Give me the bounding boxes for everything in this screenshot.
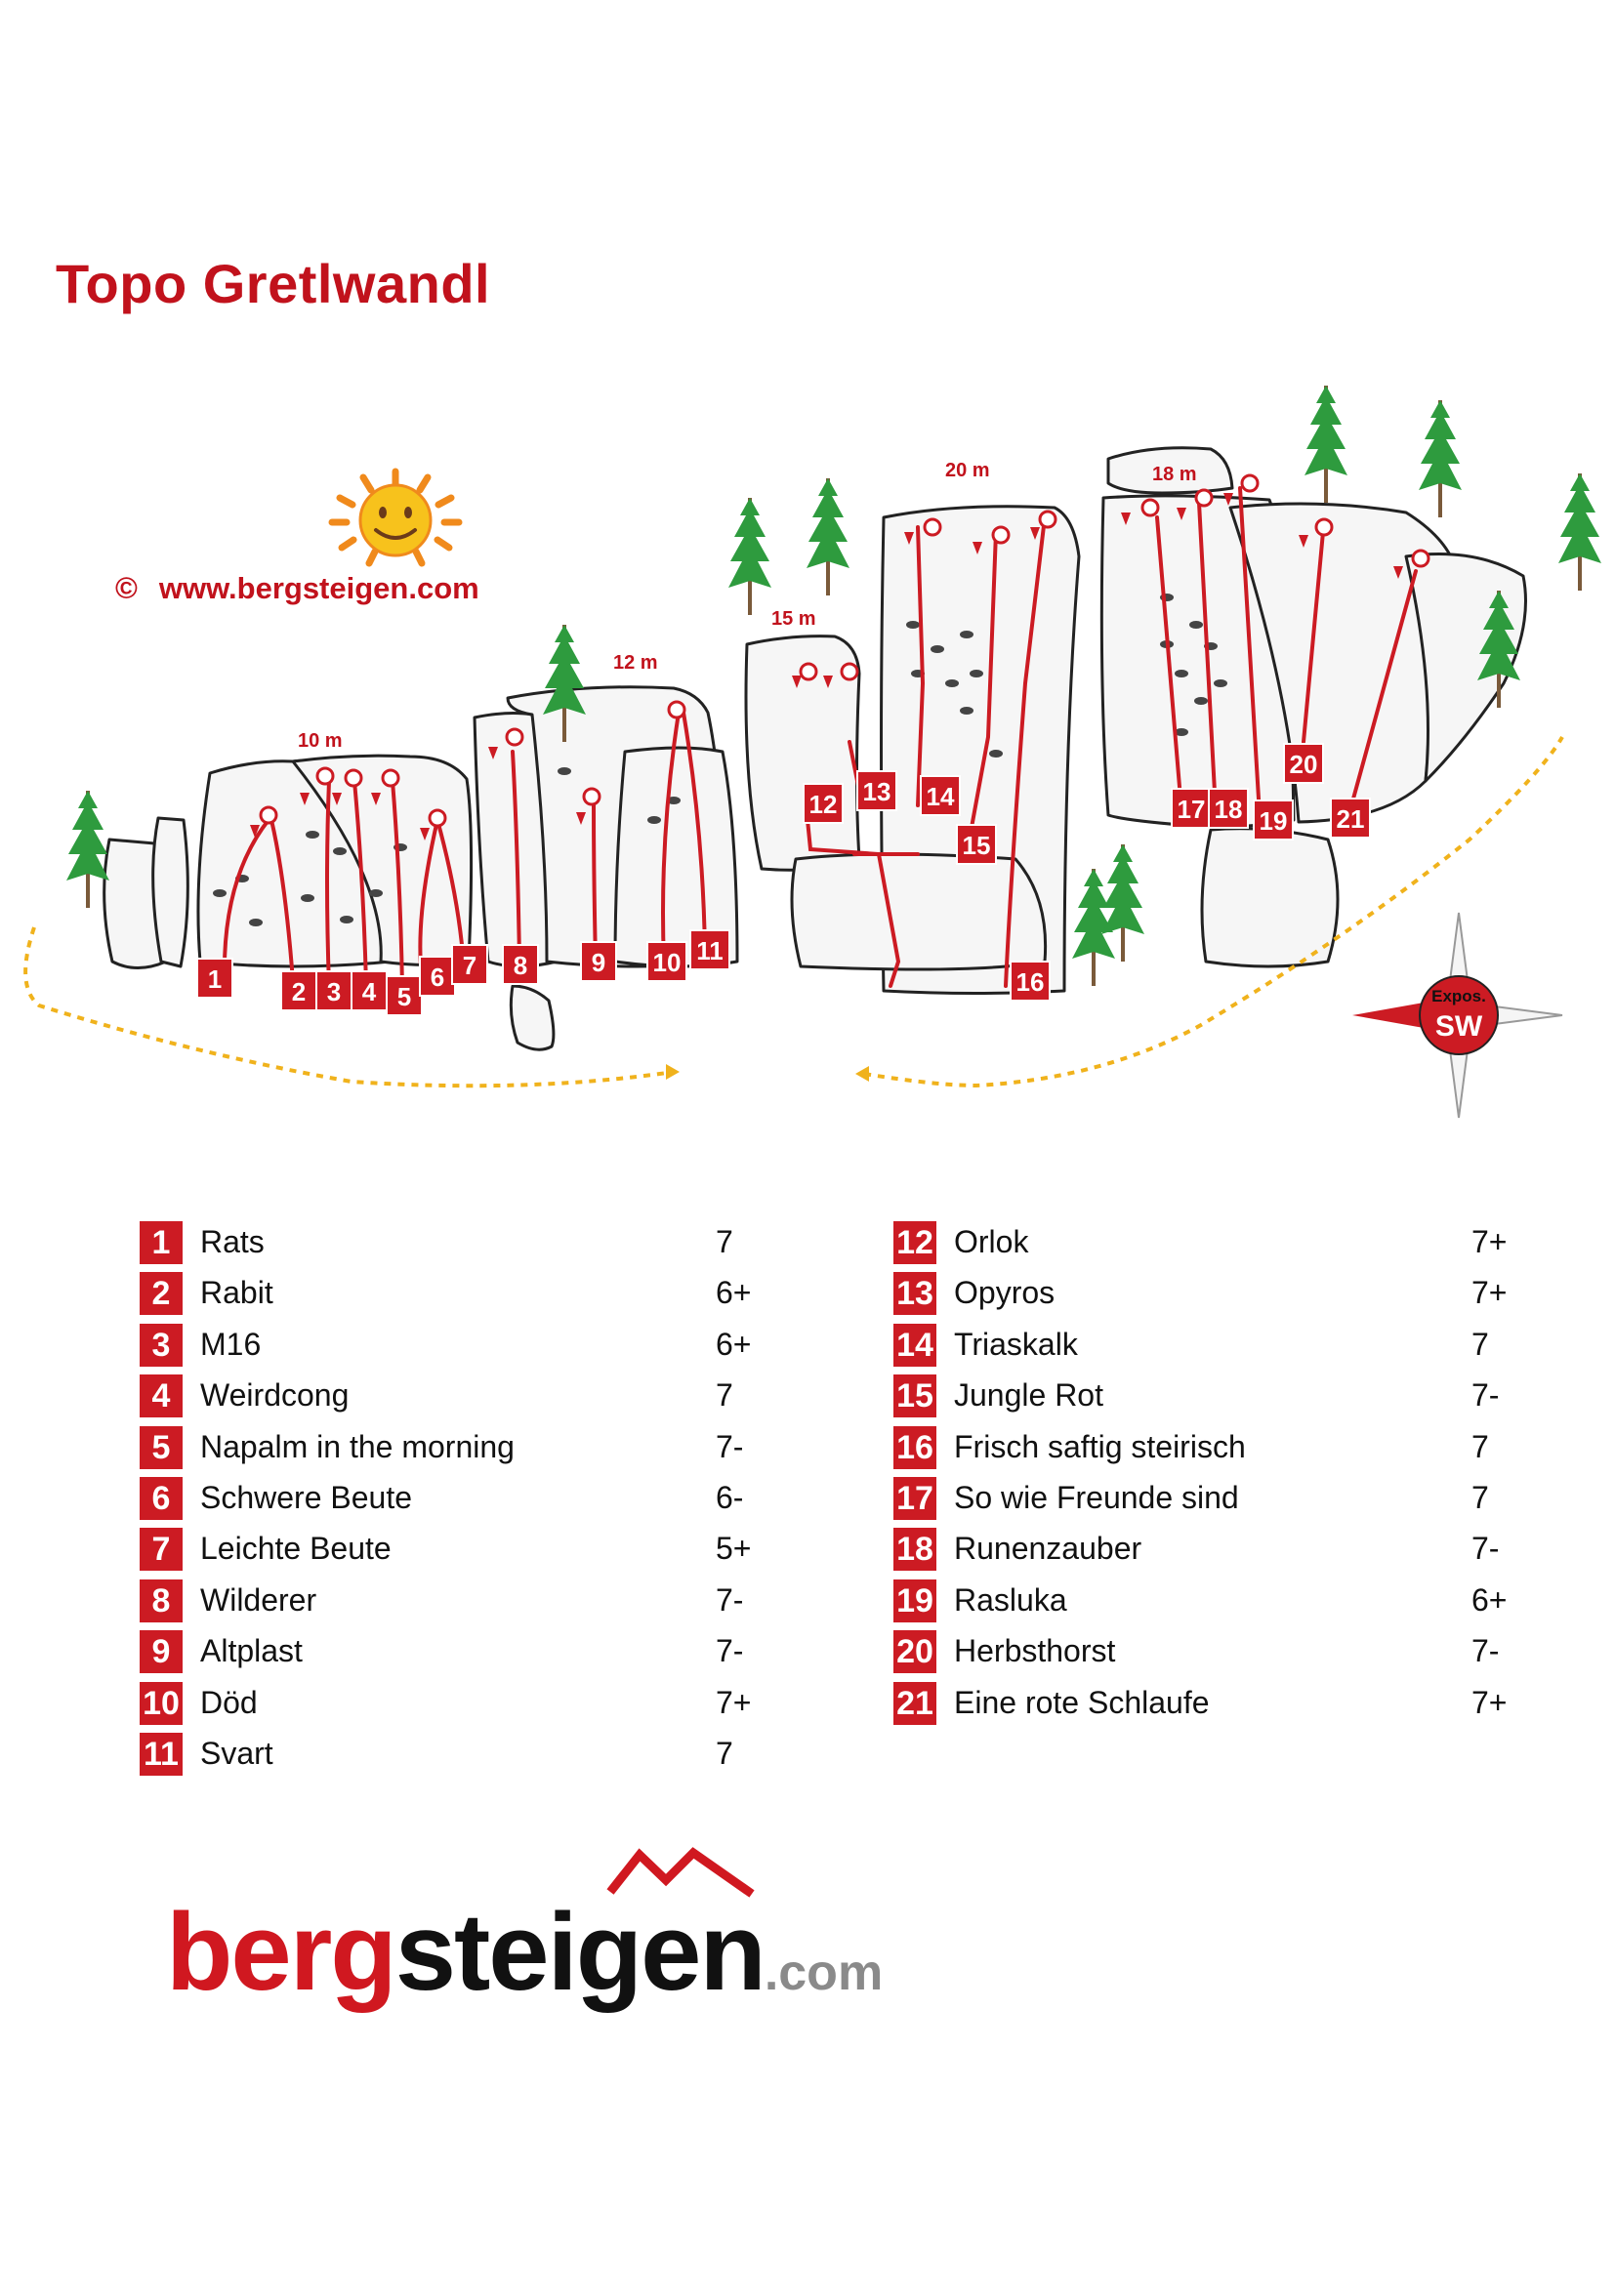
- route-number: 17: [893, 1477, 936, 1520]
- route-badge: [197, 959, 232, 998]
- svg-text:7: 7: [462, 951, 477, 980]
- page-title: Topo Gretlwandl: [56, 253, 491, 314]
- route-name: Död: [200, 1684, 258, 1720]
- route-number: 11: [140, 1733, 183, 1776]
- svg-text:14: 14: [926, 782, 955, 811]
- brand-part-com: .com: [764, 1945, 884, 2001]
- route-grade: 6-: [716, 1479, 744, 1515]
- svg-text:11: 11: [696, 936, 724, 965]
- route-badge: [452, 945, 487, 984]
- route-number: 8: [140, 1579, 183, 1622]
- route-grade: 7+: [716, 1684, 752, 1720]
- route-grade: 7-: [716, 1581, 744, 1618]
- route-number: 14: [893, 1324, 936, 1367]
- route-name: Opyros: [954, 1275, 1056, 1311]
- svg-text:2: 2: [291, 977, 307, 1006]
- svg-text:19: 19: [1259, 806, 1288, 836]
- legend-row: [893, 1321, 1518, 1372]
- route-legend-left: [140, 1218, 752, 1781]
- brand-logo[interactable]: [166, 1889, 883, 2015]
- route-name: Herbsthorst: [954, 1633, 1116, 1669]
- legend-row: [893, 1372, 1518, 1422]
- route-badge: [1172, 789, 1211, 828]
- svg-text:15: 15: [962, 831, 991, 860]
- route-grade: 7-: [1471, 1633, 1500, 1669]
- legend-row: [140, 1474, 745, 1525]
- route-grade: 7-: [1471, 1531, 1500, 1567]
- legend-row: [893, 1627, 1518, 1678]
- legend-row: [140, 1577, 745, 1627]
- svg-text:17: 17: [1177, 795, 1206, 824]
- brand-part-berg: berg: [166, 1891, 395, 2013]
- route-grade: 6+: [716, 1275, 752, 1311]
- height-label: 12 m: [613, 652, 658, 674]
- route-name: Frisch saftig steirisch: [954, 1428, 1246, 1464]
- route-number: 18: [893, 1528, 936, 1571]
- legend-row: [140, 1269, 752, 1320]
- route-badge: [921, 776, 960, 815]
- route-grade: 5+: [716, 1531, 752, 1567]
- route-badge: [1284, 744, 1323, 783]
- legend-row: [140, 1627, 745, 1678]
- svg-text:12: 12: [808, 790, 838, 819]
- route-number: 9: [140, 1630, 183, 1673]
- legend-row: [140, 1218, 745, 1269]
- legend-row: [893, 1525, 1518, 1576]
- route-name: So wie Freunde sind: [954, 1479, 1239, 1515]
- svg-text:6: 6: [430, 963, 445, 992]
- route-number: 15: [893, 1374, 936, 1417]
- route-name: Wilderer: [200, 1581, 317, 1618]
- svg-text:1: 1: [207, 964, 223, 994]
- route-badge: [690, 930, 729, 969]
- route-grade: 7: [716, 1224, 733, 1259]
- compass-label-main: SW: [1434, 1010, 1483, 1043]
- route-number: 5: [140, 1426, 183, 1469]
- website-url: www.bergsteigen.com: [158, 571, 479, 605]
- route-number: 3: [140, 1324, 183, 1367]
- svg-text:9: 9: [591, 948, 606, 977]
- route-number: 20: [893, 1630, 936, 1673]
- route-number: 4: [140, 1374, 183, 1417]
- route-name: Altplast: [200, 1633, 303, 1669]
- legend-row: [893, 1423, 1518, 1474]
- legend-row: [140, 1679, 752, 1730]
- route-grade: 6+: [1471, 1581, 1508, 1618]
- route-name: Triaskalk: [954, 1326, 1078, 1362]
- route-grade: 7-: [1471, 1377, 1500, 1414]
- route-number: 6: [140, 1477, 183, 1520]
- route-name: Svart: [200, 1735, 273, 1771]
- legend-row: [140, 1321, 752, 1372]
- svg-text:13: 13: [862, 777, 891, 806]
- legend-row: [140, 1525, 752, 1576]
- route-number: 12: [893, 1221, 936, 1264]
- route-badge: [804, 784, 843, 823]
- route-badge: [352, 971, 387, 1010]
- route-name: Runenzauber: [954, 1531, 1142, 1567]
- route-badge: [1331, 799, 1370, 838]
- legend-row: [140, 1423, 745, 1474]
- route-badge: [420, 957, 455, 996]
- route-badge: [387, 976, 422, 1015]
- svg-text:18: 18: [1214, 795, 1243, 824]
- route-name: Eine rote Schlaufe: [954, 1684, 1210, 1720]
- route-number: 1: [140, 1221, 183, 1264]
- brand-part-steigen: steigen: [394, 1891, 765, 2013]
- legend-row: [893, 1577, 1518, 1627]
- legend-row: [140, 1730, 745, 1781]
- route-name: Schwere Beute: [200, 1479, 413, 1515]
- route-grade: 7+: [1471, 1275, 1508, 1311]
- height-label: 18 m: [1152, 464, 1197, 485]
- route-grade: 7: [1471, 1428, 1489, 1464]
- route-badge: [1209, 789, 1248, 828]
- route-name: Orlok: [954, 1224, 1029, 1259]
- route-name: Jungle Rot: [954, 1377, 1103, 1414]
- svg-text:3: 3: [326, 977, 342, 1006]
- route-name: Napalm in the morning: [200, 1428, 515, 1464]
- route-number: 2: [140, 1272, 183, 1315]
- route-badge: [581, 942, 616, 981]
- svg-text:5: 5: [396, 982, 412, 1011]
- legend-row: [140, 1372, 745, 1422]
- route-grade: 7: [716, 1377, 733, 1414]
- route-name: Leichte Beute: [200, 1531, 392, 1567]
- svg-text:10: 10: [652, 948, 682, 977]
- compass-label-top: Expos.: [1431, 987, 1486, 1005]
- height-label: 10 m: [298, 730, 343, 752]
- route-legend-right: [893, 1218, 1518, 1730]
- route-name: M16: [200, 1326, 262, 1362]
- topo-diagram: [0, 371, 1615, 1152]
- route-name: Rats: [200, 1224, 265, 1259]
- route-badge: [647, 942, 686, 981]
- route-grade: 7: [716, 1735, 733, 1771]
- route-grade: 7+: [1471, 1224, 1508, 1259]
- svg-text:16: 16: [1015, 967, 1045, 997]
- compass-icon: [1352, 913, 1562, 1118]
- height-label: 20 m: [945, 460, 990, 481]
- svg-text:8: 8: [513, 951, 528, 980]
- route-name: Weirdcong: [200, 1377, 350, 1414]
- route-grade: 7-: [716, 1633, 744, 1669]
- route-name: Rasluka: [954, 1581, 1067, 1618]
- svg-text:20: 20: [1289, 750, 1318, 779]
- svg-text:21: 21: [1336, 804, 1365, 834]
- route-badge: [316, 971, 352, 1010]
- route-badge: [957, 825, 996, 864]
- copyright-symbol: ©: [115, 571, 138, 605]
- height-label: 15 m: [771, 608, 816, 630]
- path-arrow-icon: [666, 1064, 680, 1080]
- legend-row: [893, 1679, 1518, 1730]
- route-number: 19: [893, 1579, 936, 1622]
- route-number: 7: [140, 1528, 183, 1571]
- route-number: 10: [140, 1682, 183, 1725]
- legend-row: [893, 1218, 1518, 1269]
- route-badge: [857, 771, 896, 810]
- legend-row: [893, 1474, 1518, 1525]
- route-badge: [1011, 962, 1050, 1001]
- route-badge: [1254, 800, 1293, 840]
- route-grade: 7-: [716, 1428, 744, 1464]
- legend-row: [893, 1269, 1518, 1320]
- route-badge: [503, 945, 538, 984]
- route-grade: 6+: [716, 1326, 752, 1362]
- route-name: Rabit: [200, 1275, 273, 1311]
- route-grade: 7: [1471, 1326, 1489, 1362]
- path-arrow-icon: [855, 1066, 869, 1082]
- route-grade: 7: [1471, 1479, 1489, 1515]
- route-badge: [281, 971, 316, 1010]
- route-number: 16: [893, 1426, 936, 1469]
- route-grade: 7+: [1471, 1684, 1508, 1720]
- route-number: 13: [893, 1272, 936, 1315]
- svg-text:4: 4: [361, 977, 377, 1006]
- route-number: 21: [893, 1682, 936, 1725]
